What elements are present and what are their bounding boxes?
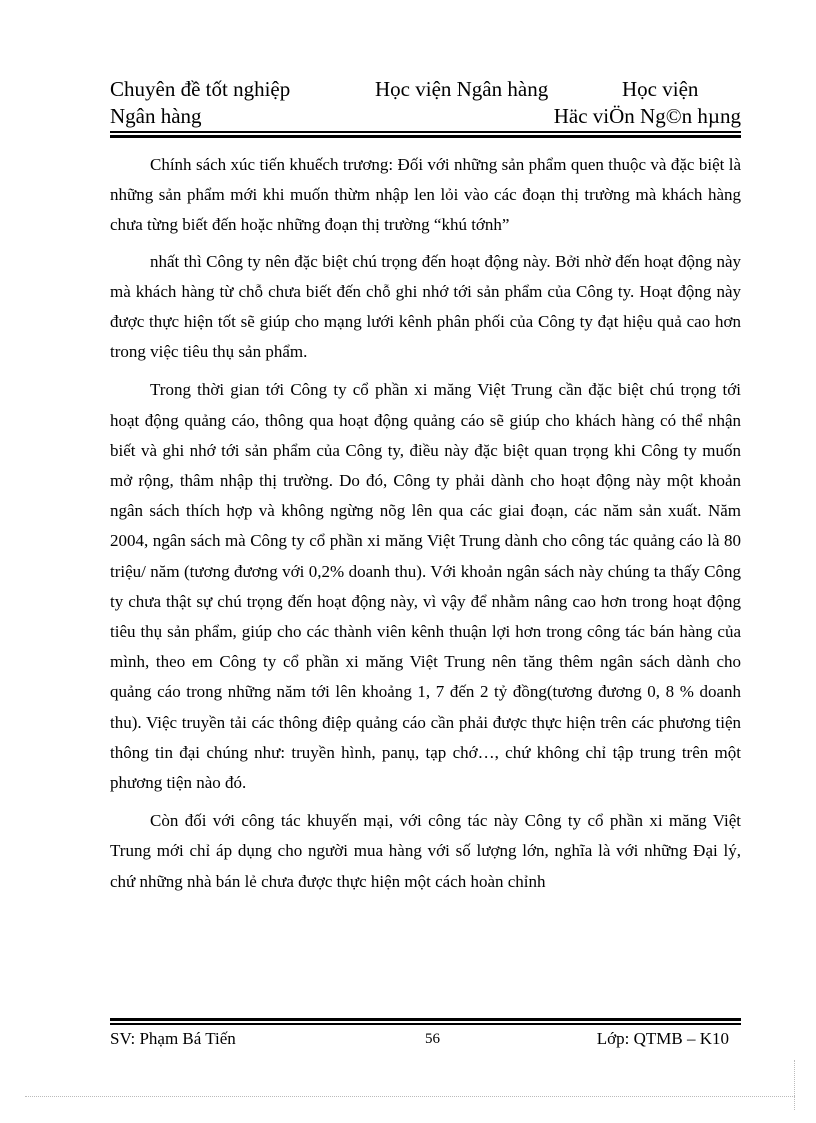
- paragraph-sales-promotion: Còn đối với công tác khuyến mại, với công tác này Công ty cổ phần xi măng Việt Trung mới chỉ áp dụng cho người mua hàng với số lượng lớn, nghĩa là với những Đại lý, chứ những nhà bán lẻ chưa được thực hiện một cách hoàn chỉnh: [110, 811, 741, 891]
- paragraph-advertising: Trong thời gian tới Công ty cổ phần xi măng Việt Trung cần đặc biệt chú trọng tới hoạt động quảng cáo, thông qua hoạt động quảng cáo sẽ giúp cho khách hàng có thể nhận biết và ghi nhớ tới sản phẩm của Công ty, điều này đặc biệt quan trọng khi Công ty muốn mở rộng, thâm nhập thị trường. Do đó, Công ty phải dành cho hoạt động này một khoản ngân sách thích hợp và không ngừng nõg lên qua các giai đoạn, các năm sản xuất. Năm 2004, ngân sách mà Công ty cổ phần xi măng Việt Trung dành cho công tác quảng cáo là 80 triệu/ năm (tương đương với 0,2% doanh thu). Với khoản ngân sách này chúng ta thấy Công ty chưa thật sự chú trọng đến hoạt động này, vì vậy để nhằm nâng cao hơn trong hoạt động tiêu thụ sản phẩm, giúp cho các thành viên kênh thuận lợi hơn trong công tác bán hàng của mình, theo em Công ty cổ phần xi măng Việt Trung nên tăng thêm ngân sách dành cho quảng cáo trong những năm tới lên khoảng 1, 7 đến 2 tỷ đồng(tương đương 0, 8 % doanh thu). Việc truyền tải các thông điệp quảng cáo cần phải được thực hiện trên các phương tiện thông tin đại chúng như: truyền hình, panụ, tạp chớ…, chứ không chỉ tập trung trên một phương tiện nào đó.: [110, 380, 741, 793]
- page-body: [110, 150, 741, 897]
- header-double-rule: [110, 131, 741, 138]
- header-institution-repeat: Học viện: [622, 77, 699, 101]
- header-institution-continued: Ngân hàng: [110, 104, 202, 128]
- page-edge-dotted-right: [794, 1060, 795, 1110]
- footer-double-rule: [110, 1018, 741, 1025]
- header-line-2: [110, 103, 742, 130]
- page-edge-dotted-bottom: [25, 1096, 795, 1097]
- paragraph-importance: nhất thì Công ty nên đặc biệt chú trọng đến hoạt động này. Bởi nhờ đến hoạt động này mà khách hàng từ chỗ chưa biết đến chỗ ghi nhớ tới sản phẩm của Công ty. Hoạt động này được thực hiện tốt sẽ giúp cho mạng lưới kênh phân phối của Công ty đạt hiệu quả cao hơn trong việc tiêu thụ sản phẩm.: [110, 251, 741, 362]
- page-header: [110, 76, 742, 130]
- paragraph-promotion-policy: Chính sách xúc tiến khuếch trương: Đối với những sản phẩm quen thuộc và đặc biệt là những sản phẩm mới khi muốn thừm nhập len lỏi vào các đoạn thị trường mà khách hàng chưa từng biết đến hoặc những đoạn thị trường “khú tớnh”: [110, 155, 741, 235]
- header-thesis-title: Chuyên đề tốt nghiệp: [110, 77, 291, 101]
- footer-page-number: 56: [425, 1031, 440, 1047]
- header-garbled-institution: Häc viÖn Ng©n hµng: [553, 104, 741, 128]
- footer-class: Lớp: QTMB – K10: [596, 1029, 729, 1048]
- header-institution: Học viện Ngân hàng: [375, 77, 549, 101]
- footer-student-name: SV: Phạm Bá Tiến: [110, 1029, 236, 1048]
- header-line-1: [110, 76, 742, 103]
- page-footer: [110, 1026, 742, 1052]
